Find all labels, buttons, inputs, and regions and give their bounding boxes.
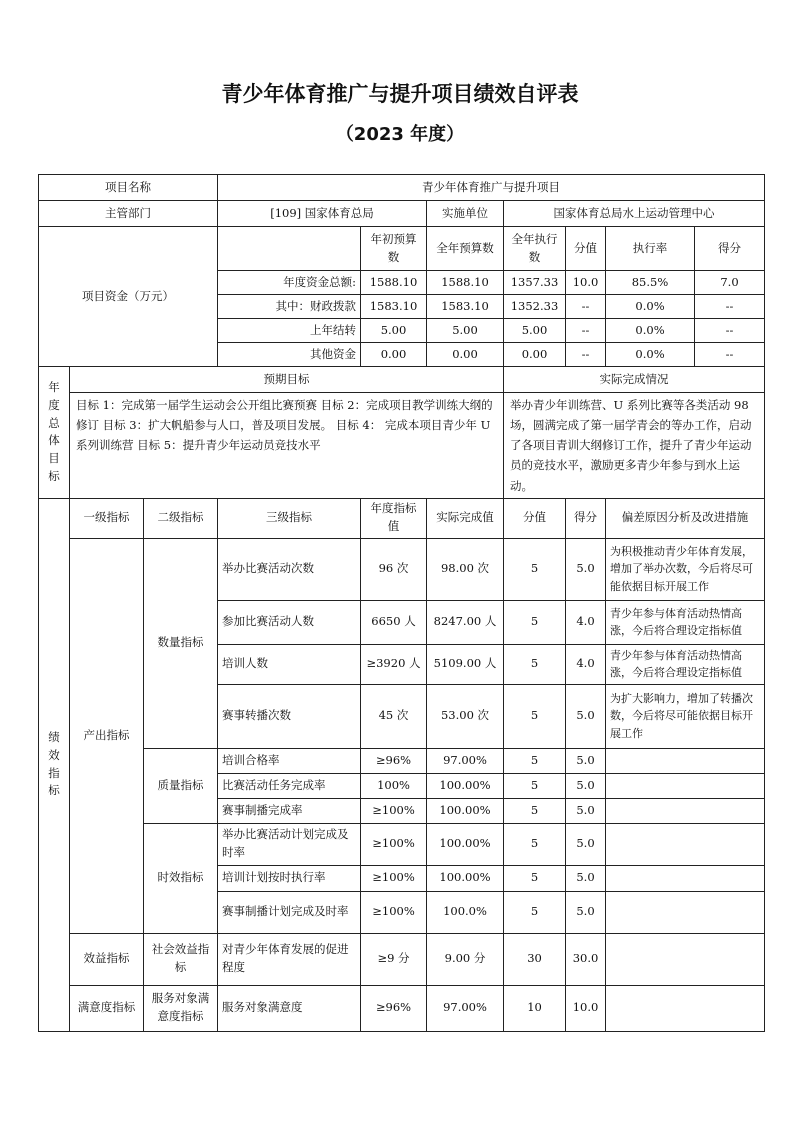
indicator-target: 100% xyxy=(361,773,427,798)
goals-header-row xyxy=(39,367,765,393)
funds-initial: 1588.10 xyxy=(361,271,427,295)
actual-result-label: 实际完成情况 xyxy=(504,367,765,393)
benefit-label: 效益指标 xyxy=(70,933,144,985)
indicator-score: 4.0 xyxy=(566,600,606,644)
department-row xyxy=(39,201,765,227)
indicator-actual: 100.00% xyxy=(427,773,504,798)
header-level2: 二级指标 xyxy=(144,498,218,538)
social-benefit-label: 社会效益指标 xyxy=(144,933,218,985)
indicator-note: 青少年参与体育活动热情高涨，今后将合理设定指标值 xyxy=(606,644,765,684)
actual-result-text: 举办青少年训练营、U 系列比赛等各类活动 98 场，圆满完成了第一届学青会的等办工作，启动了各项目青训大纲修订工作，提升了青少年运动员的竞技水平，激励更多青少年参与到水上运动。 xyxy=(504,393,765,499)
funds-header-blank xyxy=(218,227,361,271)
indicator-weight: 5 xyxy=(504,684,566,748)
funds-header-full: 全年预算数 xyxy=(427,227,504,271)
funds-initial: 5.00 xyxy=(361,319,427,343)
header-level1: 一级指标 xyxy=(70,498,144,538)
indicator-name: 举办比赛活动计划完成及时率 xyxy=(218,823,361,865)
indicator-target: 45 次 xyxy=(361,684,427,748)
indicator-target: ≥100% xyxy=(361,865,427,891)
funds-full: 5.00 xyxy=(427,319,504,343)
output-label: 产出指标 xyxy=(70,538,144,933)
indicator-target: ≥100% xyxy=(361,891,427,933)
page-subtitle: （2023 年度） xyxy=(335,124,465,145)
indicator-actual: 100.00% xyxy=(427,865,504,891)
indicator-weight: 5 xyxy=(504,798,566,823)
indicator-weight: 5 xyxy=(504,865,566,891)
expected-goal-label: 预期目标 xyxy=(70,367,504,393)
indicator-note xyxy=(606,798,765,823)
expected-goal-text: 目标 1：完成第一届学生运动会公开组比赛预赛 目标 2：完成项目教学训练大纲的修订 目标 3：扩大帆船参与人口，普及项目发展。 目标 4： 完成本项目青少年 U 系列训练营 目标 5：提升青少年运动员竞技水平 xyxy=(70,393,504,499)
indicator-note xyxy=(606,823,765,865)
indicator-score: 30.0 xyxy=(566,933,606,985)
funds-rate: 85.5% xyxy=(606,271,695,295)
indicator-note: 青少年参与体育活动热情高涨，今后将合理设定指标值 xyxy=(606,600,765,644)
funds-header-weight: 分值 xyxy=(566,227,606,271)
indicator-score: 5.0 xyxy=(566,748,606,773)
indicators-side-label-cell xyxy=(39,498,70,1031)
header-level3: 三级指标 xyxy=(218,498,361,538)
header-score: 得分 xyxy=(566,498,606,538)
quality-label: 质量指标 xyxy=(144,748,218,823)
indicator-score: 5.0 xyxy=(566,773,606,798)
indicator-name: 赛事制播计划完成及时率 xyxy=(218,891,361,933)
funds-initial: 0.00 xyxy=(361,343,427,367)
header-weight: 分值 xyxy=(504,498,566,538)
indicator-note xyxy=(606,865,765,891)
indicator-note: 为积极推动青少年体育发展，增加了举办次数，今后将尽可能依据目标开展工作 xyxy=(606,538,765,600)
funds-weight: -- xyxy=(566,343,606,367)
funds-score: -- xyxy=(695,295,765,319)
indicator-actual: 9.00 分 xyxy=(427,933,504,985)
indicator-name: 培训计划按时执行率 xyxy=(218,865,361,891)
indicator-name: 服务对象满意度 xyxy=(218,985,361,1031)
indicator-name: 比赛活动任务完成率 xyxy=(218,773,361,798)
indicators-side-label: 绩效指标 xyxy=(48,730,60,798)
indicator-weight: 30 xyxy=(504,933,566,985)
funds-score: -- xyxy=(695,343,765,367)
indicator-weight: 5 xyxy=(504,773,566,798)
project-name-label: 项目名称 xyxy=(39,175,218,201)
indicator-score: 5.0 xyxy=(566,823,606,865)
indicator-note: 为扩大影响力，增加了转播次数，今后将尽可能依据目标开展工作 xyxy=(606,684,765,748)
funds-rate: 0.0% xyxy=(606,343,695,367)
satisfaction-label: 满意度指标 xyxy=(70,985,144,1031)
indicator-name: 参加比赛活动人数 xyxy=(218,600,361,644)
funds-row-label: 其他资金 xyxy=(218,343,361,367)
timeliness-label: 时效指标 xyxy=(144,823,218,933)
indicator-row xyxy=(39,985,765,1031)
indicator-score: 5.0 xyxy=(566,684,606,748)
indicator-weight: 5 xyxy=(504,538,566,600)
indicator-weight: 5 xyxy=(504,644,566,684)
funds-row-label: 上年结转 xyxy=(218,319,361,343)
indicator-weight: 5 xyxy=(504,823,566,865)
header-analysis: 偏差原因分析及改进措施 xyxy=(606,498,765,538)
indicator-row xyxy=(39,933,765,985)
indicator-note xyxy=(606,891,765,933)
indicator-actual: 100.00% xyxy=(427,798,504,823)
indicator-target: 96 次 xyxy=(361,538,427,600)
unit-value: 国家体育总局水上运动管理中心 xyxy=(504,201,765,227)
indicator-weight: 5 xyxy=(504,748,566,773)
indicator-actual: 53.00 次 xyxy=(427,684,504,748)
funds-header-score: 得分 xyxy=(695,227,765,271)
funds-rate: 0.0% xyxy=(606,319,695,343)
funds-initial: 1583.10 xyxy=(361,295,427,319)
indicator-actual: 100.00% xyxy=(427,823,504,865)
goals-side-label-cell xyxy=(39,367,70,499)
indicator-score: 5.0 xyxy=(566,891,606,933)
funds-label: 项目资金（万元） xyxy=(39,227,218,367)
indicator-score: 5.0 xyxy=(566,798,606,823)
project-name-row xyxy=(39,175,765,201)
indicator-target: ≥100% xyxy=(361,823,427,865)
indicator-name: 赛事转播次数 xyxy=(218,684,361,748)
funds-weight: 10.0 xyxy=(566,271,606,295)
header-actual: 实际完成值 xyxy=(427,498,504,538)
indicator-row xyxy=(39,538,765,600)
indicator-target: ≥3920 人 xyxy=(361,644,427,684)
funds-executed: 5.00 xyxy=(504,319,566,343)
service-satisfaction-label: 服务对象满意度指标 xyxy=(144,985,218,1031)
funds-weight: -- xyxy=(566,295,606,319)
indicator-score: 5.0 xyxy=(566,865,606,891)
indicator-weight: 5 xyxy=(504,600,566,644)
indicator-header-row xyxy=(39,498,765,538)
indicator-row xyxy=(39,823,765,865)
indicator-target: ≥96% xyxy=(361,985,427,1031)
funds-header-executed: 全年执行数 xyxy=(504,227,566,271)
funds-header-initial: 年初预算数 xyxy=(361,227,427,271)
indicator-actual: 5109.00 人 xyxy=(427,644,504,684)
indicator-actual: 100.0% xyxy=(427,891,504,933)
indicator-score: 5.0 xyxy=(566,538,606,600)
dept-label: 主管部门 xyxy=(39,201,218,227)
indicator-score: 4.0 xyxy=(566,644,606,684)
funds-row-label: 年度资金总额: xyxy=(218,271,361,295)
funds-score: -- xyxy=(695,319,765,343)
indicator-row xyxy=(39,748,765,773)
indicator-weight: 10 xyxy=(504,985,566,1031)
page-title: 青少年体育推广与提升项目绩效自评表 xyxy=(221,82,579,106)
funds-full: 1583.10 xyxy=(427,295,504,319)
indicator-note xyxy=(606,773,765,798)
funds-executed: 0.00 xyxy=(504,343,566,367)
goals-side-label: 年度总体目标 xyxy=(48,379,60,483)
indicator-name: 培训人数 xyxy=(218,644,361,684)
dept-value: [109] 国家体育总局 xyxy=(218,201,427,227)
indicator-name: 举办比赛活动次数 xyxy=(218,538,361,600)
funds-weight: -- xyxy=(566,319,606,343)
indicator-actual: 97.00% xyxy=(427,985,504,1031)
indicator-score: 10.0 xyxy=(566,985,606,1031)
indicator-actual: 98.00 次 xyxy=(427,538,504,600)
indicator-actual: 97.00% xyxy=(427,748,504,773)
funds-full: 0.00 xyxy=(427,343,504,367)
indicator-note xyxy=(606,748,765,773)
indicator-target: ≥100% xyxy=(361,798,427,823)
indicator-weight: 5 xyxy=(504,891,566,933)
indicator-note xyxy=(606,985,765,1031)
funds-score: 7.0 xyxy=(695,271,765,295)
indicator-target: ≥9 分 xyxy=(361,933,427,985)
quantity-label: 数量指标 xyxy=(144,538,218,748)
goals-content-row xyxy=(39,393,765,499)
funds-header-row xyxy=(39,227,765,271)
evaluation-table xyxy=(38,174,765,1032)
unit-label: 实施单位 xyxy=(427,201,504,227)
indicator-name: 对青少年体育发展的促进程度 xyxy=(218,933,361,985)
header-target: 年度指标值 xyxy=(361,498,427,538)
project-name-value: 青少年体育推广与提升项目 xyxy=(218,175,765,201)
funds-executed: 1357.33 xyxy=(504,271,566,295)
funds-row-label: 其中：财政拨款 xyxy=(218,295,361,319)
funds-rate: 0.0% xyxy=(606,295,695,319)
indicator-name: 赛事制播完成率 xyxy=(218,798,361,823)
funds-header-rate: 执行率 xyxy=(606,227,695,271)
indicator-target: 6650 人 xyxy=(361,600,427,644)
indicator-note xyxy=(606,933,765,985)
indicator-name: 培训合格率 xyxy=(218,748,361,773)
indicator-actual: 8247.00 人 xyxy=(427,600,504,644)
indicator-target: ≥96% xyxy=(361,748,427,773)
funds-executed: 1352.33 xyxy=(504,295,566,319)
funds-full: 1588.10 xyxy=(427,271,504,295)
